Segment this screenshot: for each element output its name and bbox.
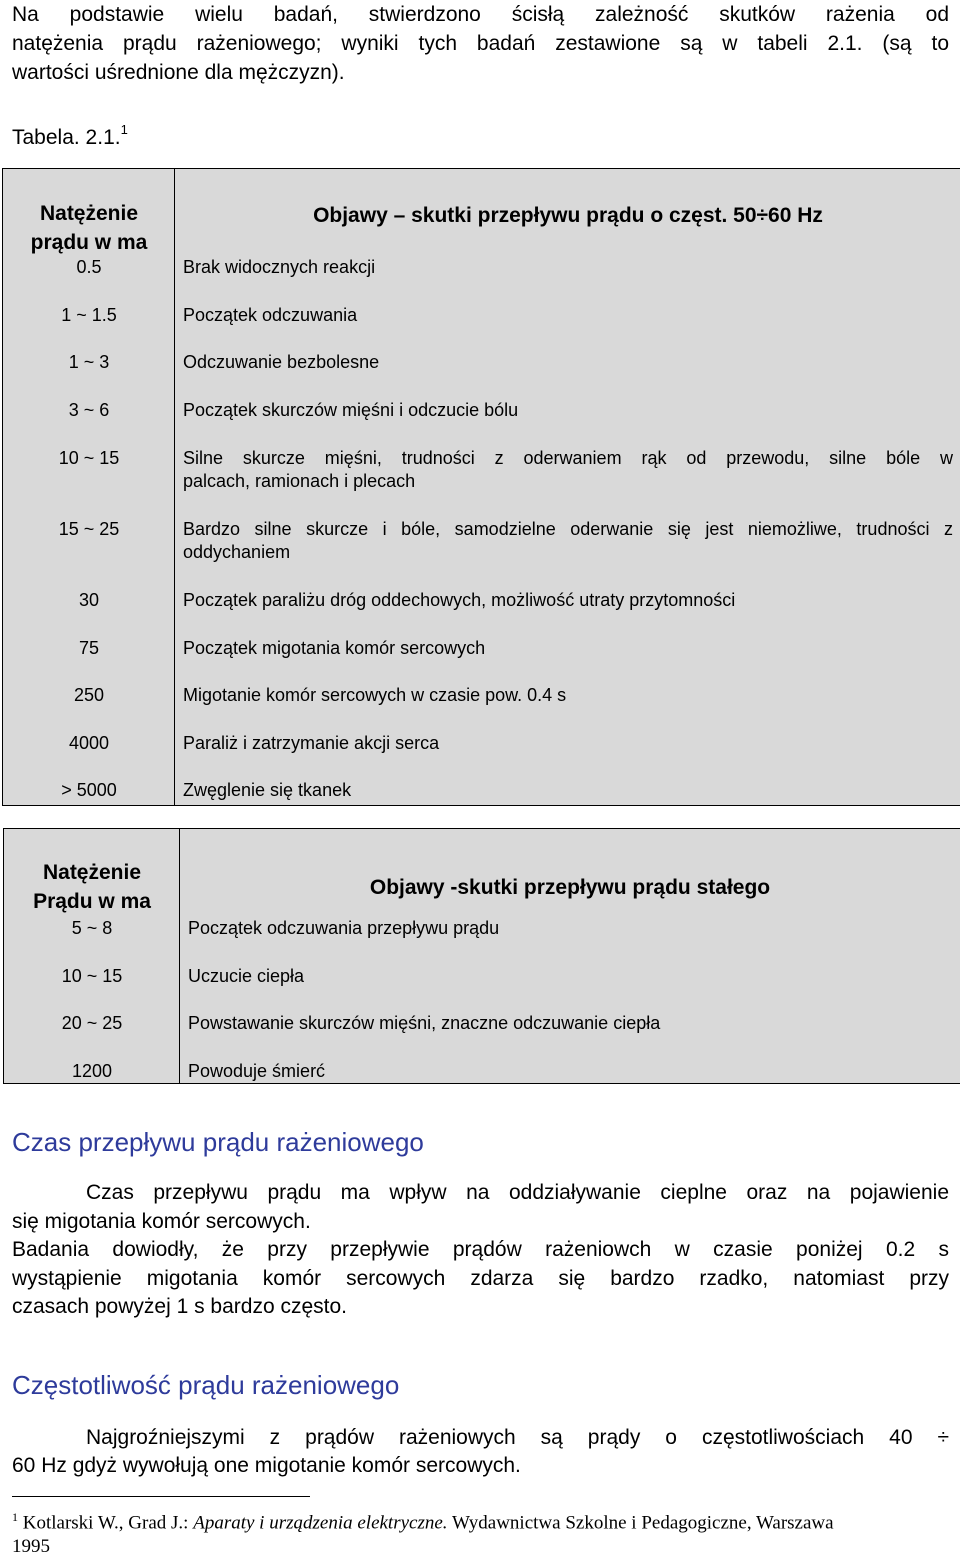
intro-line-2: natężenia prądu rażeniowego; wyniki tych badań zestawione są w tabeli 2.1. (są to — [12, 32, 949, 55]
footnote-ref: 1 — [120, 122, 128, 137]
paragraph-line: czasach powyżej 1 s bardzo często. — [12, 1295, 347, 1318]
paragraph-line: się migotania komór sercowych. — [12, 1210, 311, 1233]
paragraph-line: Najgroźniejszymi z prądów rażeniowych są prądy o częstotliwościach 40 ÷ — [86, 1426, 949, 1449]
intro-line-3: wartości uśrednione dla mężczyzn). — [12, 61, 345, 84]
table-ac-effects: Natężenie prądu w ma Objawy – skutki przepływu prądu o częst. 50÷60 Hz 0.5 Brak widocznych reakcji 1 ~ 1.5 Początek odczuwania 1 ~ 3 Odczuwanie bezbolesne 3 ~ 6 Początek skurczów mięśni i odczucie bólu 10 ~ 15 Silne skurcze mięśni, trudności z oderwaniem rąk od przewodu, silne bóle w palcach, ramionach i plecach 15 ~ 25 Bardzo silne skurcze i bóle, samodzielne oderwanie się jest niemożliwe, trudności z oddychaniem 30 Początek paraliżu dróg oddechowych, możliwość utraty przytomności 75 Początek migotania komór sercowych 250 Migotanie komór sercowych w czasie pow. 0.4 s 4000 Paraliż i zatrzymanie akcji serca > 5000 Zwęglenie się tkanek — [2, 168, 960, 806]
paragraph-line: 60 Hz gdyż wywołują one migotanie komór sercowych. — [12, 1454, 521, 1477]
header-current: Natężenie Prądu w ma — [33, 861, 151, 913]
header-effects: Objawy – skutki przepływu prądu o częst. 50÷60 Hz — [313, 204, 823, 227]
table-dc-effects: Natężenie Prądu w ma Objawy -skutki przepływu prądu stałego 5 ~ 8 Początek odczuwania przepływu prądu 10 ~ 15 Uczucie ciepła 20 ~ 25 Powstawanie skurczów mięśni, znaczne odczuwanie ciepła 1200 Powoduje śmierć — [3, 828, 960, 1084]
section-heading-frequency: Częstotliwość prądu rażeniowego — [12, 1370, 400, 1400]
footnote-separator — [12, 1496, 310, 1497]
section-heading-time: Czas przepływu prądu rażeniowego — [12, 1127, 424, 1157]
table-caption: Tabela. 2.1.$^1$ — [12, 122, 128, 149]
paragraph-line: Czas przepływu prądu ma wpływ na oddziaływanie cieplne oraz na pojawienie — [86, 1181, 949, 1204]
footnote: $^1$ Kotlarski W., Grad J.: Aparaty i urządzenia elektryczne. Wydawnictwa Szkolne i Pedagogiczne, Warszawa 1995 — [12, 1510, 834, 1558]
intro-line-1: Na podstawie wielu badań, stwierdzono ścisłą zależność skutków rażenia od — [12, 3, 949, 26]
paragraph-line: wystąpienie migotania komór sercowych zdarza się bardzo rzadko, natomiast przy — [12, 1267, 949, 1290]
paragraph-line: Badania dowiodły, że przy przepływie prądów rażeniowch w czasie poniżej 0.2 s — [12, 1238, 949, 1261]
header-effects: Objawy -skutki przepływu prądu stałego — [369, 876, 771, 899]
header-current: Natężenie prądu w ma — [30, 202, 148, 254]
